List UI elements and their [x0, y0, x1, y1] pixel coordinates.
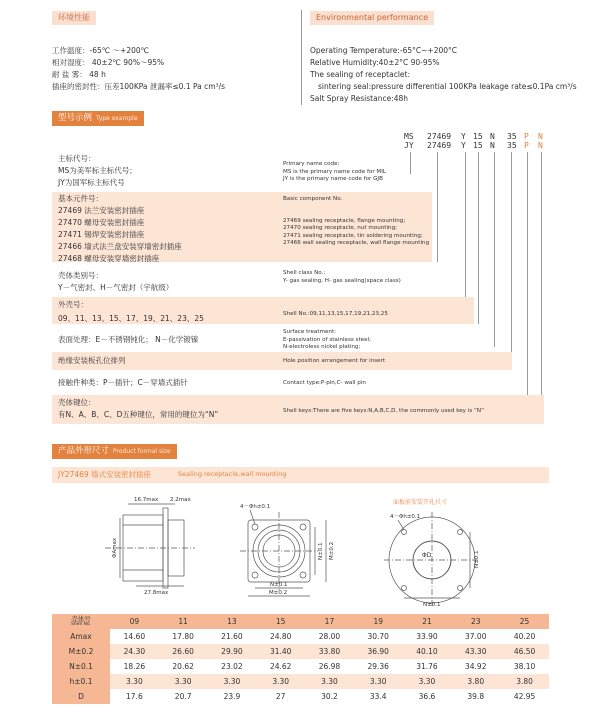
panel-title: 面板前安装开孔尺寸 [393, 499, 448, 506]
dim-panel-d: ΦD [422, 552, 432, 559]
row-text: 27469 sealing receptacle, flange mounting; [283, 217, 406, 224]
table-cell: 31.76 [416, 662, 438, 671]
row-text: 27470 sealing receptacle, nut mounting; [283, 225, 398, 231]
code-prefix: JY [404, 141, 414, 150]
drawings-svg [100, 490, 570, 610]
row-text: 有N、A、B、C、D五种键位，常用的键位为“N” [58, 410, 219, 419]
table-cell: 3.30 [305, 674, 354, 689]
row-text: 绝缘安装板孔位排列 [58, 356, 126, 365]
table-cell: 17.80 [172, 632, 194, 641]
row-text: 基本元件号： [58, 194, 103, 203]
env-cn-line: 插座的密封性：压差100KPa 泄漏率≤0.1 Pa cm³/s [52, 82, 226, 91]
row-text: MS is the primary name code for MIL [283, 168, 387, 175]
row-text: 表面处理：E－不锈钢钝化； N－化学镀镍 [58, 335, 199, 344]
row-text: Primary name code: [283, 161, 340, 167]
row-basic-en [283, 196, 429, 248]
row-text: JY is the primary name code for GJB [283, 176, 383, 182]
row-text: 09、11、13、15、17、19、21、23、25 [58, 314, 204, 323]
row-text: Shell keys:There are five keys:N,A,B,C,D, the commonly used key is “N” [283, 408, 485, 414]
row-text: 27471 锡焊安装密封插座 [58, 230, 145, 239]
table-col-head: 25 [500, 614, 549, 629]
code-shell: 15 [473, 132, 483, 141]
row-text: 27470 螺母安装密封插座 [58, 218, 145, 227]
table-col-head: 15 [256, 614, 305, 629]
table-cell: 14.60 [123, 632, 146, 641]
row-key-en [283, 408, 484, 416]
leader-line [410, 152, 411, 174]
table-col-head: 13 [208, 614, 257, 629]
code-insert: 35 [507, 141, 517, 150]
env-en-line: sintering seal:pressure differential 100KPa leakage rate≤0.1Pa cm³/s [318, 82, 577, 91]
table-cell: 30.70 [367, 632, 389, 641]
row-text: 外壳号： [58, 300, 88, 309]
dim-front-holes: 4－Φh±0.1 [240, 504, 271, 510]
table-cell: 29.90 [208, 644, 257, 659]
spec-table [52, 614, 549, 704]
row-primary-en [283, 161, 386, 184]
code-key: N [538, 132, 543, 141]
table-cell: 46.50 [500, 644, 549, 659]
table-cell: 20.62 [172, 662, 194, 671]
table-cell: 38.10 [513, 662, 536, 671]
table-row-label: N±0.1 [52, 659, 110, 674]
row-text: 27466 墙式法兰盘安装穿墙密封插座 [58, 242, 182, 251]
dim-front-n-vertical: N±0.1 [318, 542, 324, 560]
dim-side-top2: 2.2max [170, 497, 191, 503]
table-cell: 17.6 [126, 692, 143, 701]
env-cn-title: 环境性能 [52, 11, 96, 25]
code-surface: N [490, 132, 495, 141]
row-basic-cn [58, 193, 182, 265]
table-cell: 3.80 [500, 674, 549, 689]
table-cell: 36.90 [354, 644, 403, 659]
env-en-line: Salt Spray Resistance:48h [310, 94, 409, 103]
row-shell-cn [58, 299, 204, 325]
row-contact-cn [58, 377, 188, 389]
table-cell: 33.90 [416, 632, 438, 641]
formal-size-title-cn: 产品外形尺寸 [58, 446, 110, 456]
table-cell: 33.80 [305, 644, 354, 659]
table-cell: 20.7 [174, 692, 192, 701]
row-key-cn [58, 397, 218, 421]
formal-size-header [52, 444, 177, 459]
row-text: N-electroless nickel plating; [283, 344, 361, 350]
table-col-head: 09 [110, 614, 159, 629]
table-row-label: h±0.1 [52, 674, 110, 689]
table-col-head: 11 [159, 614, 208, 629]
env-cn-line: 工作温度：-65℃ ～+200℃ [52, 46, 150, 55]
env-cn-line: 耐 盐 雾： 48 h [52, 70, 106, 79]
env-en-title: Environmental performance [310, 11, 434, 25]
row-text: 主标代号： [58, 154, 96, 163]
leader-line [465, 152, 466, 297]
row-hole-en [283, 358, 385, 366]
subheader-cn: JY27469 墙式安装密封插座 [58, 470, 152, 479]
code-contact: P [524, 141, 529, 150]
row-hole-cn [58, 355, 126, 367]
dim-front-n-horizontal: N±0.1 [270, 582, 288, 588]
row-text: E-passivation of stainless steel; [283, 336, 371, 343]
side-view-drawing [105, 504, 195, 588]
table-cell: 30.2 [321, 692, 338, 701]
dim-front-m-horizontal: M±0.2 [269, 590, 288, 596]
code-shell: 15 [473, 141, 483, 150]
row-primary-cn [58, 153, 137, 189]
table-cell: 18.26 [123, 662, 146, 671]
row-text: Shell class No.: [283, 270, 326, 276]
table-row-label: M±0.2 [52, 644, 110, 659]
env-en-lines [310, 45, 577, 105]
env-en-line: The sealing of receptaclet: [310, 70, 410, 79]
row-text: 27469 法兰安装密封插座 [58, 206, 145, 215]
dim-side-top1: 16.7max [134, 497, 159, 503]
subheader-band [52, 467, 549, 483]
row-text: Y- gas sealing, H- gas sealing(space class) [283, 277, 401, 284]
table-row [52, 674, 549, 689]
type-example-title-en: Type example [96, 115, 138, 122]
subheader-en: Sealing receptacle,wall mounting [178, 470, 287, 478]
type-example-title-cn: 型号示例 [58, 113, 93, 123]
formal-size-title-en: Product formal size [113, 448, 171, 455]
table-col-head: 21 [403, 614, 452, 629]
table-cell: 40.20 [513, 632, 536, 641]
row-text: Surface treatment: [283, 329, 337, 335]
row-text: Basic component No. [283, 196, 343, 202]
table-row-label: D [52, 689, 110, 704]
table-cell: 26.60 [159, 644, 208, 659]
table-cell: 3.30 [256, 674, 305, 689]
table-cell: 3.30 [159, 674, 208, 689]
dim-side-left: ΦAmax [112, 537, 118, 558]
section-divider [301, 10, 302, 105]
code-prefix: MS [404, 132, 414, 141]
table-cell: 37.00 [465, 632, 487, 641]
table-cell: 40.10 [403, 644, 452, 659]
table-cell: 39.8 [467, 692, 485, 701]
env-cn-lines [52, 45, 225, 93]
code-key: N [538, 141, 543, 150]
code-surface: N [490, 141, 495, 150]
type-example-header [52, 111, 144, 126]
row-text: Contact type:P-pin,C- wall pin [283, 380, 366, 386]
table-cell: 23.9 [223, 692, 241, 701]
table-cell: 24.30 [110, 644, 159, 659]
row-class-cn [58, 270, 173, 294]
table-header-cn: 壳体号 [71, 614, 91, 623]
table-cell: 42.95 [513, 692, 536, 701]
table-col-head: 23 [451, 614, 500, 629]
table-row [52, 659, 549, 674]
table-cell: 34.92 [465, 662, 487, 671]
table-cell: 33.4 [369, 692, 387, 701]
leader-line [437, 152, 438, 262]
table-header-row [52, 614, 549, 629]
code-contact: P [524, 132, 529, 141]
leader-line [494, 152, 495, 347]
table-cell: 24.62 [269, 662, 292, 671]
row-surface-en [283, 329, 371, 352]
table-cell: 3.80 [451, 674, 500, 689]
env-en-line: Relative Humidity:40±2°C 90-95% [310, 58, 440, 67]
table-cell: 26.98 [318, 662, 341, 671]
row-contact-en [283, 380, 366, 388]
row-text: Hole position arrangement for insert [283, 358, 386, 364]
leader-line [478, 152, 479, 324]
dim-front-m-vertical: M±0.2 [329, 541, 335, 560]
row-text: JY为国军标主标代号 [58, 178, 125, 187]
leader-line [541, 152, 542, 424]
table-cell: 23.02 [221, 662, 243, 671]
panel-cutout-drawing [384, 512, 480, 608]
table-header-en: Shell No. [71, 621, 91, 627]
table-cell: 24.80 [269, 632, 292, 641]
table-col-head: 17 [305, 614, 354, 629]
code-basic: 27469 [427, 132, 452, 141]
row-text: 27466 wall sealing receptacle, wall flange mounting [283, 240, 430, 246]
table-cell: 21.60 [221, 632, 243, 641]
table-cell: 36.6 [418, 692, 436, 701]
row-text: MS为美军标主标代号； [58, 166, 137, 175]
row-text: 壳体键位： [58, 398, 96, 407]
code-class: Y [461, 132, 466, 141]
row-class-en [283, 270, 401, 285]
row-text: 27471 sealing receptacle, tin soldering mounting; [283, 232, 423, 239]
table-row [52, 644, 549, 659]
row-text: 接触件种类：P－插针；C－穿墙式插针 [58, 378, 188, 387]
table-cell: 3.30 [354, 674, 403, 689]
table-cell: 28.00 [318, 632, 341, 641]
row-text: 27468 螺母安装穿墙密封插座 [58, 254, 160, 263]
row-surface-cn [58, 334, 198, 346]
table-header-label [52, 614, 110, 629]
table-cell: 3.30 [208, 674, 257, 689]
table-cell: 43.30 [451, 644, 500, 659]
row-shell-en [283, 311, 388, 319]
table-row-label: Amax [52, 629, 110, 644]
table-cell: 27 [275, 692, 286, 701]
env-cn-line: 相对湿度： 40±2℃ 90%～95% [52, 58, 165, 67]
dim-panel-n-vertical: N±0.1 [474, 550, 480, 568]
row-text: Y－气密封、H－气密封（宇航级） [58, 283, 174, 292]
dim-panel-n-horizontal: N±0.1 [423, 602, 441, 608]
leader-line [511, 152, 512, 370]
table-row [52, 629, 549, 644]
row-text: 壳体类别号： [58, 271, 103, 280]
table-row [52, 689, 549, 704]
table-cell: 3.30 [403, 674, 452, 689]
leader-line [527, 152, 528, 395]
code-insert: 35 [507, 132, 517, 141]
table-cell: 31.40 [256, 644, 305, 659]
table-col-head: 19 [354, 614, 403, 629]
table-cell: 29.36 [367, 662, 389, 671]
row-text: Shell No.:09,11,13,15,17,19,21,23,25 [283, 311, 388, 317]
code-basic: 27469 [427, 141, 452, 150]
dim-panel-holes: 4－Φh±0.1 [390, 514, 421, 520]
env-en-line: Operating Temperature:-65°C~+200°C [310, 46, 458, 55]
dim-side-bottom: 27.8max [144, 590, 169, 596]
table-cell: 3.30 [110, 674, 159, 689]
code-class: Y [461, 141, 466, 150]
